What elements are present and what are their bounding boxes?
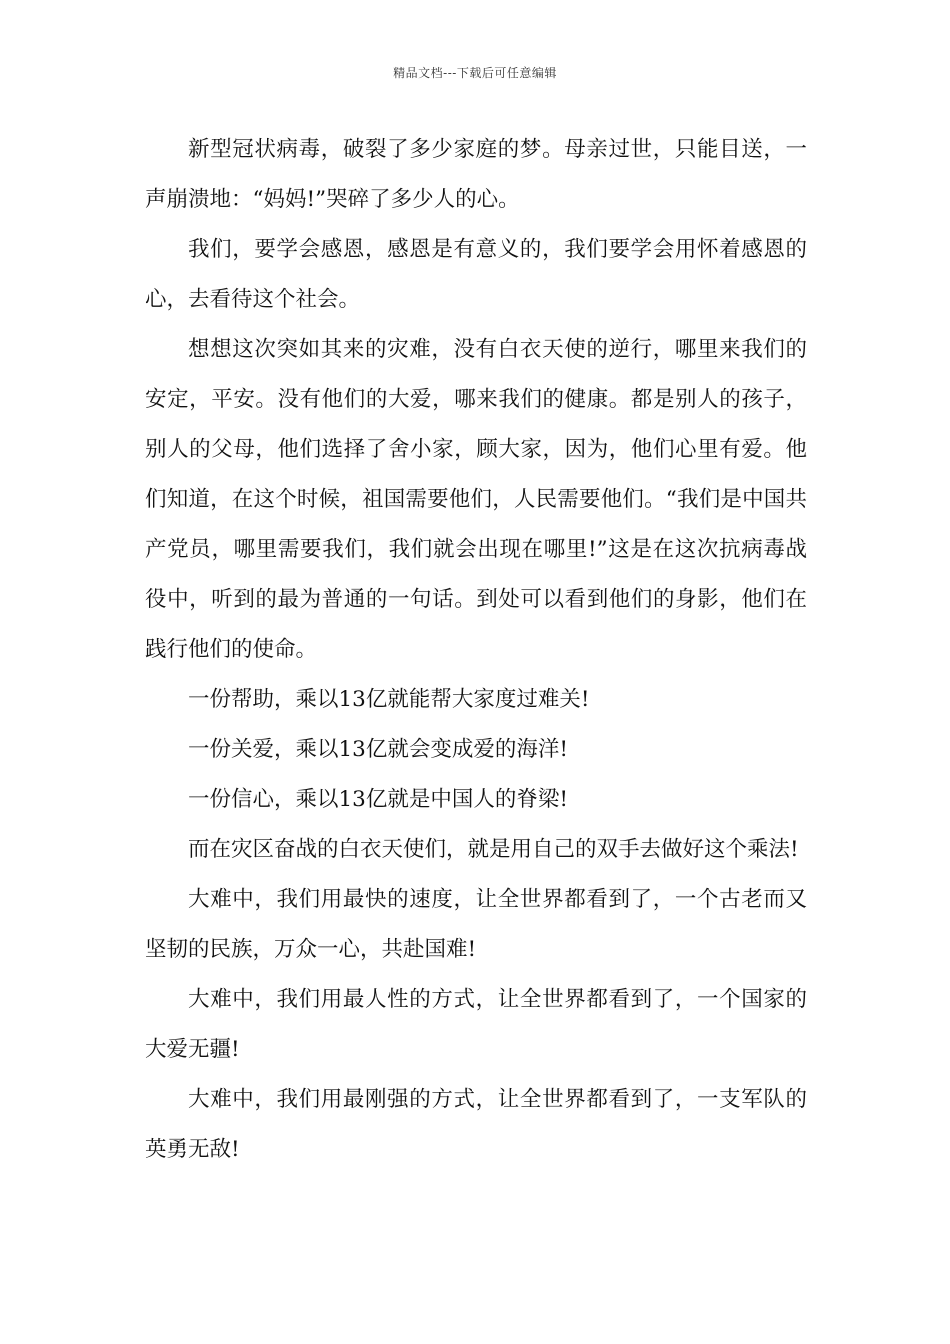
paragraph-8: 大难中，我们用最快的速度，让全世界都看到了，一个古老而又坚韧的民族，万众一心，共赴国难! <box>145 887 807 962</box>
page-header: 精品文档---下载后可任意编辑 <box>393 66 557 80</box>
paragraph-1: 新型冠状病毒，破裂了多少家庭的梦。母亲过世，只能目送，一声崩溃地：“妈妈!”哭碎了多少人的心。 <box>145 137 807 212</box>
paragraph-3: 想想这次突如其来的灾难，没有白衣天使的逆行，哪里来我们的安定，平安。没有他们的大爱，哪来我们的健康。都是别人的孩子，别人的父母，他们选择了舍小家，顾大家，因为，他们心里有爱。他们知道，在这个时候，祖国需要他们，人民需要他们。“我们是中国共产党员，哪里需要我们，我们就会出现在哪里!”这是在这次抗病毒战役中，听到的最为普通的一句话。到处可以看到他们的身影，他们在践行他们的使命。 <box>145 337 807 662</box>
paragraph-7: 而在灾区奋战的白衣天使们，就是用自己的双手去做好这个乘法! <box>188 837 799 862</box>
paragraph-9: 大难中，我们用最人性的方式，让全世界都看到了，一个国家的大爱无疆! <box>145 987 807 1062</box>
paragraph-6: 一份信心，乘以13亿就是中国人的脊梁! <box>188 787 568 812</box>
document-body <box>145 125 807 1175</box>
paragraph-10: 大难中，我们用最刚强的方式，让全世界都看到了，一支军队的英勇无敌! <box>145 1087 807 1162</box>
paragraph-5: 一份关爱，乘以13亿就会变成爱的海洋! <box>188 737 568 762</box>
paragraph-4: 一份帮助，乘以13亿就能帮大家度过难关! <box>188 687 590 712</box>
paragraph-2: 我们，要学会感恩，感恩是有意义的，我们要学会用怀着感恩的心，去看待这个社会。 <box>145 237 807 312</box>
